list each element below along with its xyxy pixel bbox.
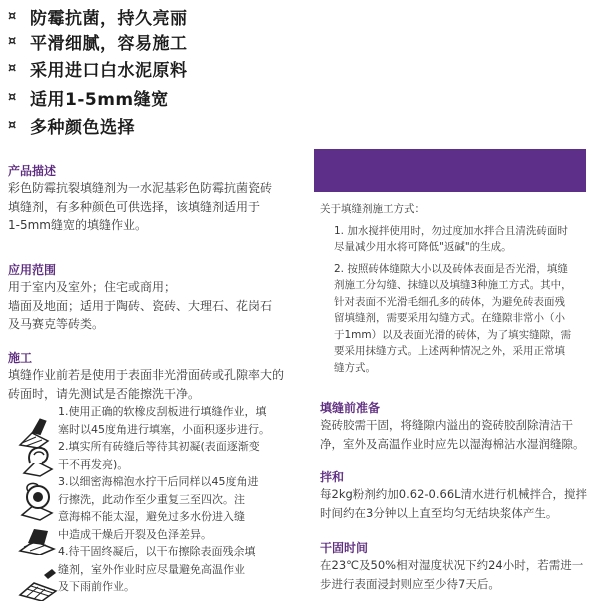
method-line: 1. 加水搅拌使用时，勿过度加水拌合且清洗砖面时	[334, 224, 568, 237]
preparation-section	[320, 401, 592, 453]
feature-text: 适用1-5mm缝宽	[30, 89, 169, 110]
feature-item	[8, 29, 188, 53]
step-line: 干不再发亮)。	[58, 457, 129, 471]
product-heading: 产品描述	[8, 164, 57, 178]
application-line: 及马赛克等砖类。	[8, 317, 105, 331]
method-line: 缝方式。	[334, 361, 376, 374]
method-line: 要采用抹缝方式。上述两种情况之外，采用正常填	[334, 345, 565, 357]
method-section	[320, 201, 592, 376]
preparation-heading: 填缝前准备	[320, 401, 381, 415]
method-line: 针对表面不光滑毛细孔多的砖体，为避免砖表面残	[334, 295, 565, 308]
product-line: 1-5mm缝宽的填缝作业。	[8, 218, 147, 232]
step-line: 2.填实所有砖缝后等待其初凝(表面逐渐变	[58, 440, 260, 453]
step-line: 行擦洗，此动作至少重复三至四次。注	[58, 492, 245, 506]
application-line: 墙面及地面；适用于陶砖、瓷砖、大理石、花岗石	[8, 298, 273, 313]
bullet-icon: ¤	[8, 60, 17, 76]
feature-text: 平滑细腻，容易施工	[30, 33, 188, 54]
construction-heading: 施工	[8, 351, 33, 365]
step-line: 中造成干燥后开裂及色泽差异。	[58, 527, 212, 541]
step-line: 4.待干固终凝后，以干布擦除表面残余填	[58, 545, 256, 558]
method-line: 留填缝剂，需要采用勾缝方式。在缝隙非常小（小	[334, 312, 565, 324]
construction-section	[8, 351, 298, 403]
curing-line: 在23℃及50%相对湿度状况下约24小时，若需进一	[320, 558, 584, 572]
feature-text: 防霉抗菌，持久亮丽	[30, 8, 188, 29]
product-line: 彩色防霉抗裂填缝剂为一水泥基彩色防霉抗菌瓷砖	[8, 181, 273, 195]
sponge-icon	[18, 481, 58, 521]
preparation-line: 瓷砖胶需干固，将缝隙内溢出的瓷砖胶刮除清洁干	[320, 418, 573, 432]
method-line: 于1mm）以及表面光滑的砖体，为了填实缝隙，需	[334, 328, 572, 341]
mixing-line: 每2kg粉剂约加0.62-0.66L清水进行机械拌合，搅拌	[320, 487, 588, 501]
method-line: 尽量减少用水将可降低"返碱"的生成。	[334, 241, 512, 253]
feature-text: 采用进口白水泥原料	[30, 60, 188, 81]
feature-item	[8, 113, 135, 137]
curing-heading: 干固时间	[320, 541, 369, 555]
step-line: 1.使用正确的软橡皮刮板进行填缝作业，填	[58, 405, 267, 418]
trowel-icon	[18, 441, 58, 477]
method-line: 2. 按照砖体缝隙大小以及砖体表面是否光滑，填缝	[334, 262, 568, 275]
feature-text: 多种颜色选择	[30, 117, 135, 138]
tile-grid-icon	[18, 565, 58, 601]
mixing-section	[320, 470, 592, 522]
bullet-icon: ¤	[8, 117, 17, 133]
step-line: 塞时以45度角进行填塞，小面积逐步进行。	[58, 422, 270, 436]
curing-line: 步进行表面浸封则应至少待7天后。	[320, 576, 500, 591]
bullet-icon: ¤	[8, 89, 17, 105]
step-line: 缝剂，室外作业时应尽量避免高温作业	[58, 562, 245, 576]
construction-line: 砖面时，请先测试是否能擦洗干净。	[8, 386, 201, 401]
feature-item	[8, 4, 188, 28]
application-heading: 应用范围	[8, 263, 57, 277]
mixing-line: 时间约在3分钟以上直至均匀无结块浆体产生。	[320, 505, 558, 520]
mixing-heading: 拌和	[320, 470, 345, 484]
step-line: 3.以细密海棉泡水拧干后同样以45度角进	[58, 475, 259, 488]
application-section	[8, 263, 298, 334]
accent-bar	[314, 149, 586, 192]
product-line: 填缝剂，有多种颜色可供选择，该填缝剂适用于	[8, 199, 261, 214]
step-line: 意海棉不能太湿，避免过多水份进入缝	[58, 510, 245, 523]
method-intro: 关于填缝剂施工方式：	[320, 203, 425, 215]
step-line: 及下雨前作业。	[58, 580, 135, 593]
application-line: 用于室内及室外；住宅或商用；	[8, 280, 177, 294]
method-line: 剂施工分勾缝、抹缝以及填缝3种施工方式。其中，	[334, 279, 572, 291]
construction-line: 填缝作业前若是使用于表面非光滑面砖或孔隙率大的	[8, 368, 285, 382]
preparation-line: 净，室外及高温作业时应先以湿海棉沾水湿润缝隙。	[320, 436, 585, 451]
product-section	[8, 164, 298, 235]
bullet-icon: ¤	[8, 8, 17, 24]
bullet-icon: ¤	[8, 33, 17, 49]
feature-item	[8, 85, 169, 109]
curing-section	[320, 541, 592, 593]
feature-item	[8, 56, 188, 80]
construction-steps	[8, 403, 298, 596]
cloth-icon	[18, 521, 58, 555]
